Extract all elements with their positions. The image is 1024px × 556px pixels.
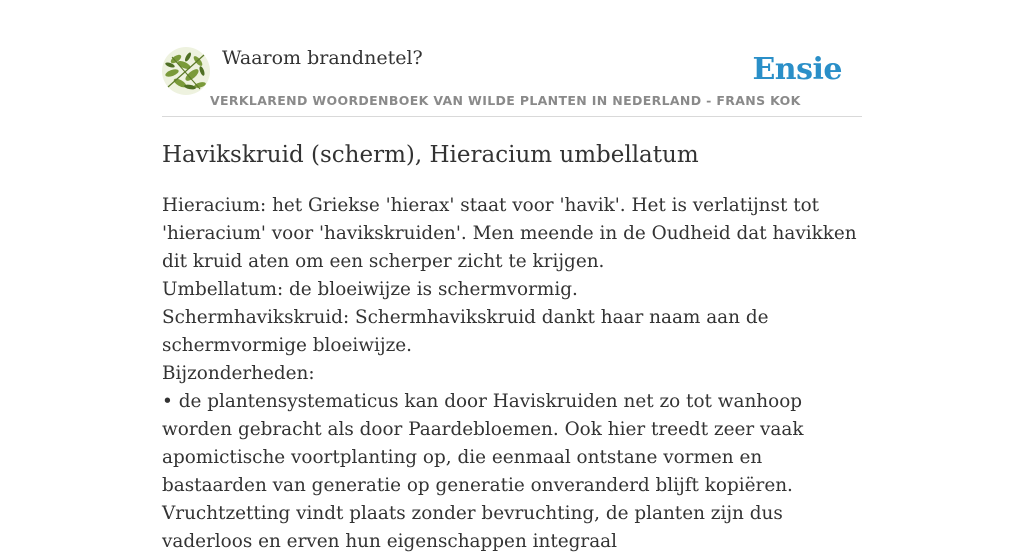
brand-logo[interactable]: Ensie bbox=[752, 52, 842, 87]
site-title[interactable]: Waarom brandnetel? bbox=[222, 47, 423, 69]
entry-body bbox=[162, 192, 866, 556]
plant-leaves-icon bbox=[162, 47, 210, 95]
dictionary-subtitle[interactable]: VERKLAREND WOORDENBOEK VAN WILDE PLANTEN IN NEDERLAND - FRANS KOK bbox=[210, 93, 801, 108]
entry-paragraph: Bijzonderheden: bbox=[162, 363, 315, 384]
avatar[interactable] bbox=[162, 47, 210, 95]
entry-paragraph: • de plantensystematicus kan door Haviskruiden net zo tot wanhoop worden gebracht als door Paardebloemen. Ook hier treedt zeer vaak apomictische voortplanting op, die eenmaal ontstane vormen en bastaarden van generatie op generatie onveranderd blijft kopiëren. Vruchtzetting vindt plaats zonder bevruchting, de planten zijn dus vaderloos en erven hun eigenschappen integraal bbox=[162, 391, 804, 552]
entry-paragraph: Umbellatum: de bloeiwijze is schermvormig. bbox=[162, 279, 578, 300]
entry-title: Havikskruid (scherm), Hieracium umbellatum bbox=[162, 142, 699, 168]
entry-paragraph: Schermhavikskruid: Schermhavikskruid dankt haar naam aan de schermvormige bloeiwijze. bbox=[162, 307, 769, 356]
entry-paragraph: Hieracium: het Griekse 'hierax' staat voor 'havik'. Het is verlatijnst tot 'hieracium' voor 'havikskruiden'. Men meende in de Oudheid dat havikken dit kruid aten om een scherper zicht te krijgen. bbox=[162, 195, 857, 272]
site-header bbox=[162, 44, 862, 117]
